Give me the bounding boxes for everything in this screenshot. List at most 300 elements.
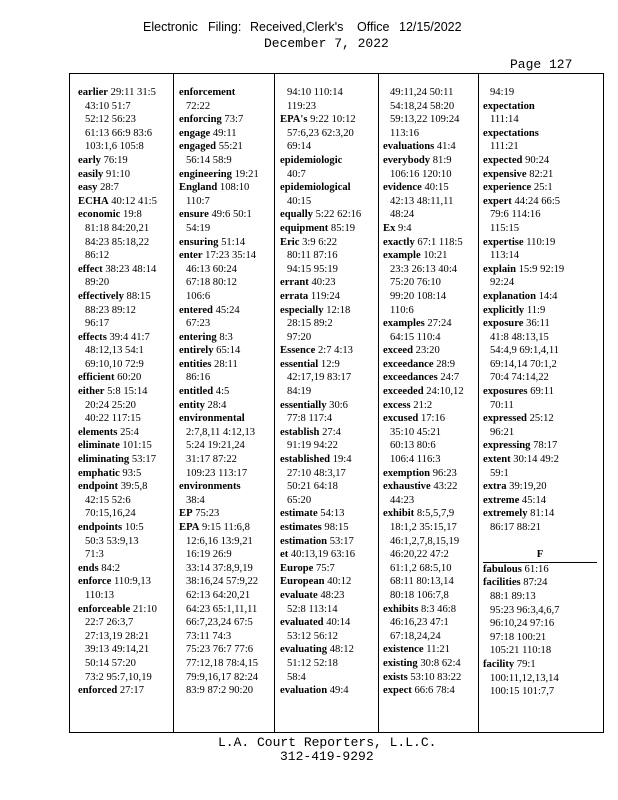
index-continuation: 84:19 <box>287 386 312 398</box>
index-continuation: 69:14 <box>287 141 312 153</box>
index-entry: Ex 9:4 <box>383 222 412 234</box>
index-entry: equally 5:22 62:16 <box>280 209 362 221</box>
index-term: evaluate <box>280 589 318 601</box>
index-continuation: 94:10 110:14 <box>287 87 343 98</box>
index-continuation: 110:7 <box>186 195 210 207</box>
index-continuation: 69:14,14 70:1,2 <box>490 358 557 370</box>
index-term: ensuring <box>179 236 219 248</box>
court-reporter-name: L.A. Court Reporters, L.L.C. <box>218 735 437 750</box>
court-reporter-phone: 312-419-9292 <box>280 749 374 764</box>
index-continuation: 110:6 <box>390 304 414 316</box>
index-entry: evaluation 49:4 <box>280 685 349 697</box>
index-spacer <box>483 535 601 549</box>
index-entry: evidence 40:15 <box>383 182 449 194</box>
column-divider <box>274 73 275 733</box>
index-entry: estimate 54:13 <box>280 508 345 520</box>
index-continuation: 105:21 110:18 <box>490 645 552 657</box>
index-entry: ensuring 51:14 <box>179 236 246 248</box>
index-term: example <box>383 250 421 262</box>
index-continuation: 67:18 80:12 <box>186 277 237 289</box>
index-entry: exhibits 8:3 46:8 <box>383 603 456 615</box>
index-column-1 <box>78 86 172 698</box>
index-entry: extremely 81:14 <box>483 508 555 520</box>
index-continuation: 68:11 80:13,14 <box>390 576 454 588</box>
index-continuation: 50:3 53:9,13 <box>85 535 139 547</box>
index-entry: entirely 65:14 <box>179 345 241 357</box>
index-continuation: 75:20 76:10 <box>390 277 441 289</box>
index-continuation: 42:13 48:11,11 <box>390 195 454 207</box>
index-entry: expected 90:24 <box>483 154 550 166</box>
index-continuation: 80:18 106:7,8 <box>390 589 449 601</box>
index-continuation: 62:13 64:20,21 <box>186 589 251 601</box>
index-continuation: 92:24 <box>490 277 515 289</box>
index-entry: European 40:12 <box>280 576 352 588</box>
index-continuation: 48:24 <box>390 209 415 221</box>
index-term: ends <box>78 562 99 574</box>
index-term: existing <box>383 657 418 669</box>
index-entry: exceedances 24:7 <box>383 372 460 384</box>
index-entry: exceed 23:20 <box>383 345 440 357</box>
index-term: environmental <box>179 413 245 425</box>
index-term: essentially <box>280 399 327 411</box>
index-term: exhaustive <box>383 481 431 493</box>
index-term: England <box>179 182 218 194</box>
index-continuation: 80:11 87:16 <box>287 250 338 262</box>
filing-stamp-word-filing: Filing: <box>208 20 242 34</box>
index-continuation: 56:14 58:9 <box>186 154 232 166</box>
index-continuation: 69:10,10 72:9 <box>85 358 144 370</box>
index-column-2 <box>179 86 273 698</box>
index-term: Europe <box>280 562 314 574</box>
index-continuation: 61:1,2 68:5,10 <box>390 562 452 574</box>
index-term: exhibits <box>383 603 419 615</box>
index-continuation: 99:20 108:14 <box>390 290 447 302</box>
index-entry: engineering 19:21 <box>179 168 259 180</box>
index-continuation: 38:16,24 57:9,22 <box>186 576 259 588</box>
index-continuation: 111:14 <box>490 114 519 126</box>
index-continuation: 97:18 100:21 <box>490 631 547 643</box>
index-entry: excess 21:2 <box>383 399 433 411</box>
index-continuation: 72:22 <box>186 100 211 112</box>
index-term: essential <box>280 358 319 370</box>
index-term: errant <box>280 277 309 289</box>
index-continuation: 75:23 76:7 77:6 <box>186 644 254 656</box>
index-entry: enforceable 21:10 <box>78 603 157 615</box>
index-term: easily <box>78 168 104 180</box>
index-section-letter: F <box>483 548 597 563</box>
index-continuation: 103:1,6 105:8 <box>85 141 144 153</box>
index-term: everybody <box>383 154 431 166</box>
index-entry: establish 27:4 <box>280 426 341 438</box>
index-continuation: 88:23 89:12 <box>85 304 136 316</box>
filing-stamp-date: 12/15/2022 <box>399 20 462 34</box>
index-continuation: 38:4 <box>186 494 205 506</box>
index-term: expressing <box>483 440 531 452</box>
index-continuation: 27:13,19 28:21 <box>85 630 150 642</box>
index-continuation: 96:21 <box>490 426 515 438</box>
index-term: evaluation <box>280 685 328 697</box>
index-continuation: 54:19 <box>186 222 211 234</box>
index-continuation: 96:10,24 97:16 <box>490 618 555 630</box>
index-entry: England 108:10 <box>179 182 250 194</box>
index-entry: economic 19:8 <box>78 209 142 221</box>
index-entry: essentially 30:6 <box>280 399 348 411</box>
index-term: facilities <box>483 577 521 589</box>
index-term: exhibit <box>383 508 415 520</box>
index-term: engaged <box>179 141 217 153</box>
index-term: expectation <box>483 100 535 112</box>
index-term: economic <box>78 209 121 221</box>
index-entry: effect 38:23 48:14 <box>78 263 157 275</box>
index-term: enforce <box>78 576 112 588</box>
index-continuation: 113:14 <box>490 250 520 262</box>
index-entry: eliminating 53:17 <box>78 454 156 466</box>
index-term: examples <box>383 318 425 330</box>
index-entry: expert 44:24 66:5 <box>483 195 561 207</box>
index-entry: explicitly 11:9 <box>483 304 546 316</box>
index-term: especially <box>280 304 324 316</box>
index-continuation: 50:14 57:20 <box>85 657 136 669</box>
index-entry: entity 28:4 <box>179 399 227 411</box>
index-continuation: 59:13,22 109:24 <box>390 114 460 126</box>
index-continuation: 18:1,2 35:15,17 <box>390 522 457 533</box>
index-term: efficient <box>78 372 115 384</box>
index-term: explicitly <box>483 304 525 316</box>
index-term: expectations <box>483 127 539 139</box>
index-entry: entered 45:24 <box>179 304 240 316</box>
index-continuation: 53:12 56:12 <box>287 630 338 642</box>
index-term: exceed <box>383 345 413 357</box>
index-term: evaluated <box>280 617 324 629</box>
index-term: exactly <box>383 236 415 248</box>
index-entry: easily 91:10 <box>78 168 131 180</box>
index-entry: Eric 3:9 6:22 <box>280 236 338 248</box>
filing-stamp-word-electronic: Electronic <box>143 20 198 34</box>
index-entry: Essence 2:7 4:13 <box>280 345 353 357</box>
index-continuation: 40:22 117:15 <box>85 413 141 425</box>
index-term: expertise <box>483 236 524 248</box>
index-term: easy <box>78 182 98 194</box>
index-term: facility <box>483 658 515 670</box>
index-continuation: 100:15 101:7,7 <box>490 686 555 698</box>
index-continuation: 79:6 114:16 <box>490 209 541 221</box>
index-continuation: 41:8 48:13,15 <box>490 331 549 343</box>
index-continuation: 100:11,12,13,14 <box>490 672 559 684</box>
index-entry: estimation 53:17 <box>280 535 354 547</box>
index-entry: exactly 67:1 118:5 <box>383 236 463 248</box>
index-continuation: 113:16 <box>390 127 420 139</box>
index-entry: estimates 98:15 <box>280 522 349 533</box>
index-term: extremely <box>483 508 528 520</box>
index-term: ECHA <box>78 195 109 207</box>
index-entry: examples 27:24 <box>383 318 452 330</box>
index-term: eliminating <box>78 454 130 466</box>
index-entry: expensive 82:21 <box>483 168 554 180</box>
index-continuation: 51:12 52:18 <box>287 657 338 669</box>
index-continuation: 40:7 <box>287 168 306 180</box>
index-continuation: 54:4,9 69:1,4,11 <box>490 345 560 357</box>
index-continuation: 52:12 56:23 <box>85 114 136 126</box>
index-entry: evaluated 40:14 <box>280 617 351 629</box>
index-term: enforced <box>78 685 118 697</box>
index-continuation: 58:4 <box>287 671 306 683</box>
index-entry: EPA 9:15 11:6,8 <box>179 522 250 533</box>
index-entry <box>179 86 273 100</box>
index-entry: exposures 69:11 <box>483 386 554 398</box>
index-entry: essential 12:9 <box>280 358 340 370</box>
column-divider <box>173 73 174 733</box>
index-entry: existence 11:21 <box>383 644 450 656</box>
index-entry: engaged 55:21 <box>179 141 243 153</box>
index-term: entirely <box>179 345 214 357</box>
index-entry <box>483 127 601 141</box>
index-entry: example 10:21 <box>383 250 448 262</box>
index-entry: effects 39:4 41:7 <box>78 331 150 343</box>
index-term: expressed <box>483 413 527 425</box>
index-continuation: 43:10 51:7 <box>85 100 131 112</box>
index-entry <box>179 480 273 494</box>
index-continuation: 39:13 49:14,21 <box>85 644 150 656</box>
index-entry: entering 8:3 <box>179 331 233 343</box>
index-term: entities <box>179 358 212 370</box>
index-entry: errata 119:24 <box>280 290 340 302</box>
index-entry: entities 28:11 <box>179 358 238 370</box>
index-term: excess <box>383 399 411 411</box>
index-entry: excused 17:16 <box>383 413 446 425</box>
index-term: extreme <box>483 494 520 506</box>
index-term: equipment <box>280 222 329 234</box>
index-term: estimate <box>280 508 318 520</box>
index-term: effects <box>78 331 107 343</box>
index-entry: engage 49:11 <box>179 127 237 139</box>
index-term: equally <box>280 209 313 221</box>
index-term: European <box>280 576 325 588</box>
index-term: endpoint <box>78 481 119 493</box>
index-continuation: 57:6,23 62:3,20 <box>287 127 354 139</box>
index-continuation: 46:16,23 47:1 <box>390 617 449 629</box>
index-column-4 <box>383 86 477 698</box>
index-continuation: 46:13 60:24 <box>186 263 237 275</box>
index-continuation: 106:6 <box>186 290 211 302</box>
index-entry: ensure 49:6 50:1 <box>179 209 252 221</box>
index-entry: easy 28:7 <box>78 182 119 194</box>
index-entry: enforce 110:9,13 <box>78 576 151 588</box>
index-term: eliminate <box>78 440 120 452</box>
index-term: elements <box>78 426 118 438</box>
index-continuation: 46:1,2,7,8,15,19 <box>390 535 460 547</box>
index-continuation: 28:15 89:2 <box>287 318 333 330</box>
index-term: expected <box>483 154 523 166</box>
index-entry: elements 25:4 <box>78 426 139 438</box>
index-entry: explain 15:9 92:19 <box>483 263 565 275</box>
page-number: Page 127 <box>510 57 573 72</box>
index-entry: established 19:4 <box>280 454 352 466</box>
index-term: EPA's <box>280 114 308 126</box>
index-term: entered <box>179 304 213 316</box>
index-entry: expressing 78:17 <box>483 440 558 452</box>
index-term: entitled <box>179 386 214 398</box>
index-entry: extent 30:14 49:2 <box>483 454 559 466</box>
index-term: extent <box>483 454 511 466</box>
index-continuation: 67:18,24,24 <box>390 630 441 642</box>
index-continuation: 52:8 113:14 <box>287 603 338 615</box>
index-entry: emphatic 93:5 <box>78 467 142 479</box>
index-entry: expertise 110:19 <box>483 236 556 248</box>
index-term: effect <box>78 263 103 275</box>
index-term: epidemiological <box>280 182 351 194</box>
index-entry: ends 84:2 <box>78 562 121 574</box>
index-continuation: 35:10 45:21 <box>390 426 441 438</box>
index-term: et <box>280 549 289 561</box>
index-term: fabulous <box>483 563 522 575</box>
index-entry: either 5:8 15:14 <box>78 386 148 398</box>
index-term: exposures <box>483 386 528 398</box>
index-entry: early 76:19 <box>78 154 128 166</box>
index-entry <box>280 154 377 168</box>
index-term: exceedance <box>383 358 434 370</box>
index-term: errata <box>280 290 309 302</box>
index-term: environments <box>179 481 241 493</box>
index-continuation: 109:23 113:17 <box>186 467 248 479</box>
index-continuation: 64:15 110:4 <box>390 331 441 343</box>
index-continuation: 106:4 116:3 <box>390 454 441 466</box>
index-continuation: 67:23 <box>186 318 211 330</box>
index-term: exceeded <box>383 386 424 398</box>
index-continuation: 86:12 <box>85 250 110 262</box>
index-entry: earlier 29:11 31:5 <box>78 87 156 98</box>
index-continuation: 27:10 48:3,17 <box>287 467 346 479</box>
index-term: evaluating <box>280 644 328 656</box>
index-entry: fabulous 61:16 <box>483 563 549 575</box>
index-continuation: 89:20 <box>85 277 110 289</box>
index-continuation: 81:18 84:20,21 <box>85 222 150 234</box>
index-entry: exemption 96:23 <box>383 467 457 479</box>
index-continuation: 5:24 19:21,24 <box>186 440 245 452</box>
index-entry: eliminate 101:15 <box>78 440 152 452</box>
index-continuation: 40:15 <box>287 195 312 207</box>
index-continuation: 60:13 80:6 <box>390 440 436 452</box>
index-entry: errant 40:23 <box>280 277 336 289</box>
index-continuation: 94:19 <box>490 87 515 98</box>
index-term: epidemiologic <box>280 154 343 166</box>
index-continuation: 73:2 95:7,10,19 <box>85 671 152 683</box>
index-entry: existing 30:8 62:4 <box>383 657 461 669</box>
index-continuation: 84:23 85:18,22 <box>85 236 150 248</box>
index-term: exceedances <box>383 372 438 384</box>
index-continuation: 71:3 <box>85 549 104 561</box>
index-entry: especially 12:18 <box>280 304 351 316</box>
index-term: enforcing <box>179 114 222 126</box>
index-continuation: 44:23 <box>390 494 415 506</box>
index-continuation: 79:9,16,17 82:24 <box>186 671 259 683</box>
index-continuation: 110:13 <box>85 589 115 601</box>
index-term: Essence <box>280 345 316 357</box>
index-continuation: 2:7,8,11 4:12,13 <box>186 426 256 438</box>
column-divider <box>478 73 479 733</box>
index-continuation: 50:21 64:18 <box>287 481 338 493</box>
index-term: Eric <box>280 236 300 248</box>
index-term: engineering <box>179 168 232 180</box>
index-continuation: 111:21 <box>490 141 519 153</box>
filing-stamp-word-office: Office <box>357 20 390 34</box>
index-term: effectively <box>78 290 124 302</box>
index-entry: evaluations 41:4 <box>383 141 456 153</box>
index-term: existence <box>383 644 424 656</box>
index-continuation: 96:17 <box>85 318 110 330</box>
index-entry: effectively 88:15 <box>78 290 151 302</box>
index-continuation: 83:9 87:2 90:20 <box>186 685 254 697</box>
index-term: expect <box>383 685 412 697</box>
index-term: extra <box>483 481 507 493</box>
index-entry <box>179 412 273 426</box>
index-entry: et 40:13,19 63:16 <box>280 549 356 561</box>
index-entry: exhaustive 43:22 <box>383 481 458 493</box>
index-term: enter <box>179 250 203 262</box>
index-term: early <box>78 154 101 166</box>
index-continuation: 48:12,13 54:1 <box>85 345 144 357</box>
index-term: exposure <box>483 318 524 330</box>
index-term: evaluations <box>383 141 435 153</box>
index-continuation: 46:20,22 47:2 <box>390 549 449 561</box>
index-term: expensive <box>483 168 527 180</box>
index-entry: enforced 27:17 <box>78 685 145 697</box>
index-entry: extra 39:19,20 <box>483 481 547 493</box>
index-continuation: 77:8 117:4 <box>287 413 333 425</box>
index-continuation: 97:20 <box>287 331 312 343</box>
index-entry: exceedance 28:9 <box>383 358 456 370</box>
index-entry: entitled 4:5 <box>179 386 230 398</box>
index-continuation: 61:13 66:9 83:6 <box>85 127 153 139</box>
index-term: establish <box>280 426 320 438</box>
index-term: exemption <box>383 467 431 479</box>
index-entry: everybody 81:9 <box>383 154 452 166</box>
index-term: Ex <box>383 222 396 234</box>
index-term: evidence <box>383 182 422 194</box>
index-continuation: 119:23 <box>287 100 317 112</box>
index-entry: EP 75:23 <box>179 508 220 520</box>
index-entry: exhibit 8:5,5,7,9 <box>383 508 455 520</box>
column-divider <box>378 73 379 733</box>
index-term: either <box>78 386 105 398</box>
index-term: estimation <box>280 535 328 547</box>
index-continuation: 54:18,24 58:20 <box>390 100 455 112</box>
index-column-5 <box>483 86 601 699</box>
index-term: enforceable <box>78 603 131 615</box>
index-continuation: 22:7 26:3,7 <box>85 617 134 629</box>
index-term: excused <box>383 413 419 425</box>
index-term: ensure <box>179 209 209 221</box>
index-entry: expect 66:6 78:4 <box>383 685 455 697</box>
index-term: exists <box>383 671 408 683</box>
index-entry: equipment 85:19 <box>280 222 356 234</box>
index-entry <box>483 100 601 114</box>
index-continuation: 16:19 26:9 <box>186 549 232 561</box>
index-entry <box>280 181 377 195</box>
index-entry: exposure 36:11 <box>483 318 550 330</box>
index-entry: extreme 45:14 <box>483 494 547 506</box>
index-continuation: 106:16 120:10 <box>390 168 452 180</box>
index-entry: facility 79:1 <box>483 658 536 670</box>
index-entry: explanation 14:4 <box>483 290 558 302</box>
index-entry: experience 25:1 <box>483 182 553 194</box>
index-continuation: 91:19 94:22 <box>287 440 338 452</box>
index-entry: evaluating 48:12 <box>280 644 354 656</box>
index-entry: endpoint 39:5,8 <box>78 481 148 493</box>
index-continuation: 31:17 87:22 <box>186 454 237 466</box>
index-term: earlier <box>78 87 108 98</box>
index-term: enforcement <box>179 87 236 98</box>
index-entry: evaluate 48:23 <box>280 589 345 601</box>
